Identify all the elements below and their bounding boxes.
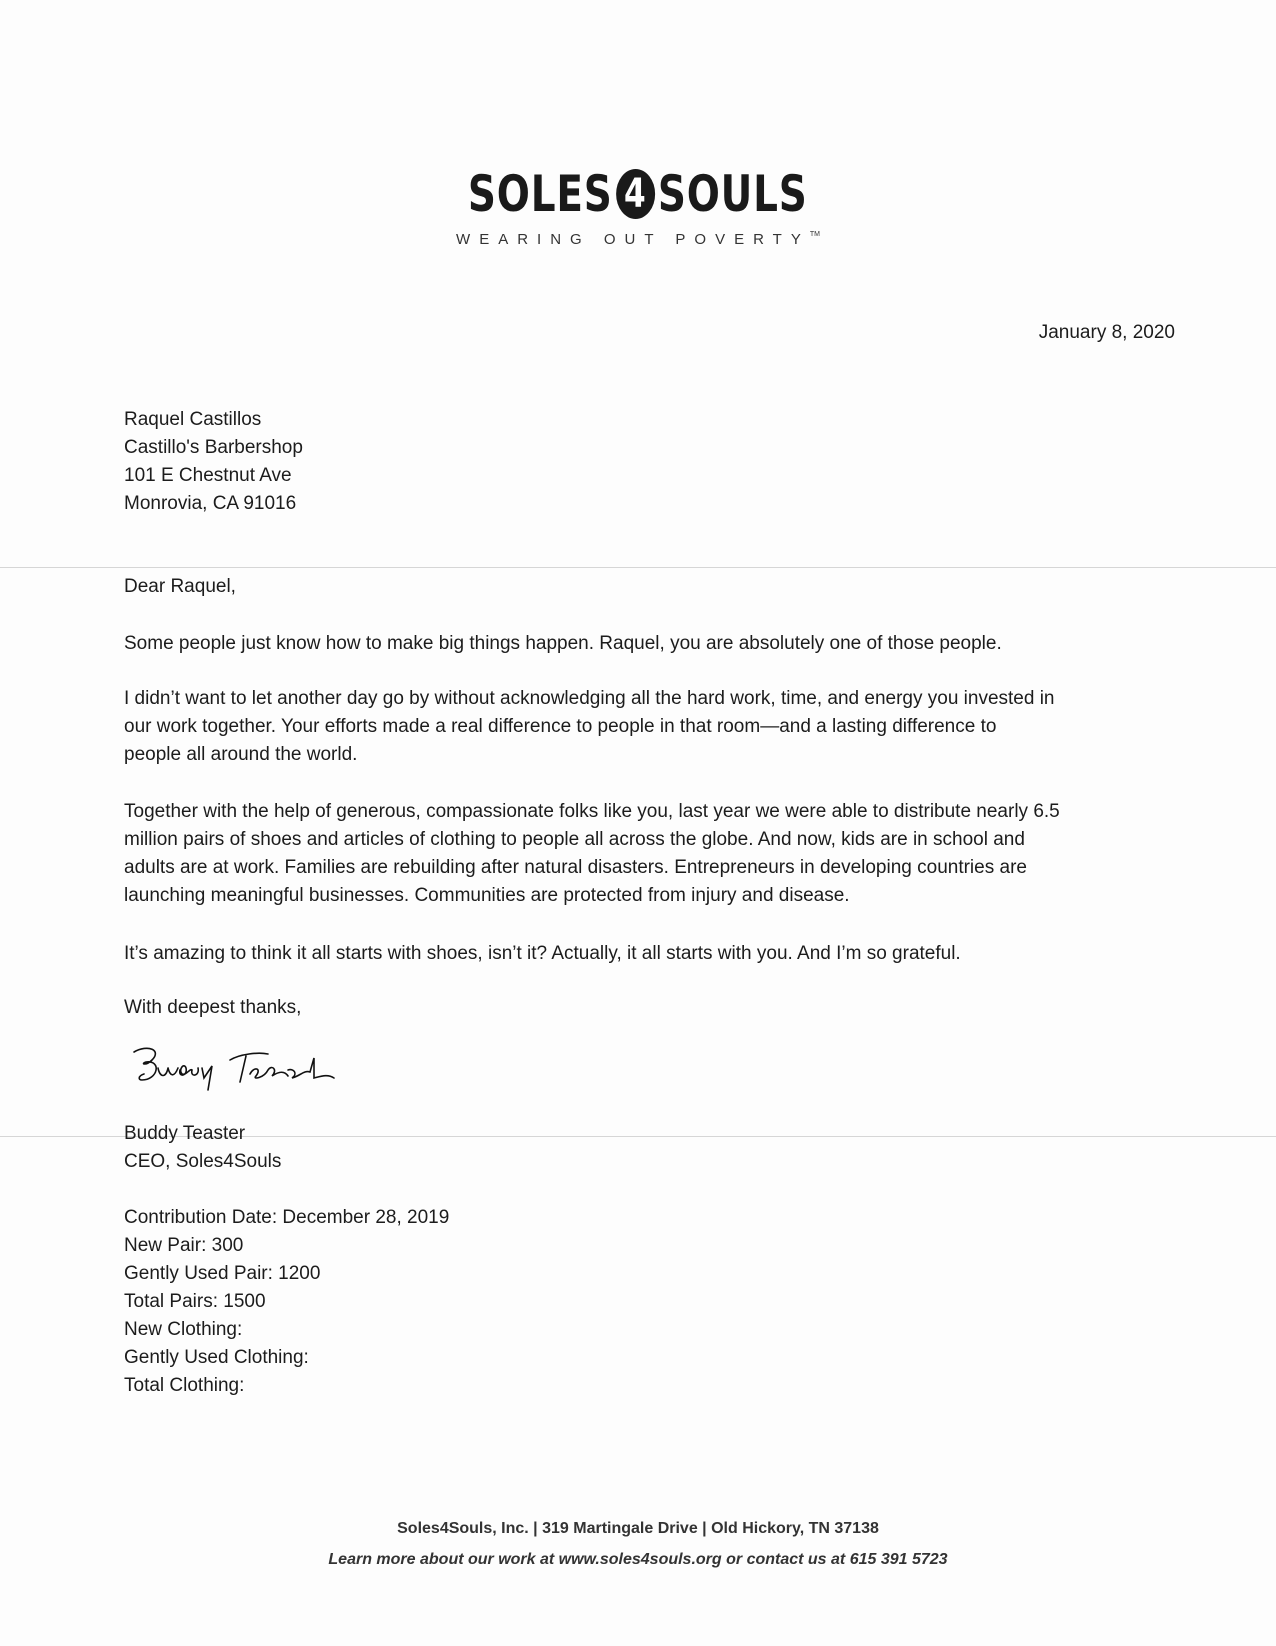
footer-address: Soles4Souls, Inc. | 319 Martingale Drive | Old Hickory, TN 37138 [397, 1520, 879, 1537]
paragraph-4 [124, 940, 961, 968]
paragraph-line: It’s amazing to think it all starts with shoes, isn’t it? Actually, it all starts with you. And I’m so grateful. [124, 943, 961, 964]
logo-text-left: SOLES [468, 165, 613, 223]
recipient-line: Raquel Castillos [124, 409, 262, 430]
total-clothing: Total Clothing: [124, 1375, 245, 1396]
logo-wordmark [468, 165, 808, 223]
gently-used-pair: Gently Used Pair: 1200 [124, 1263, 321, 1284]
tagline-text: WEARING OUT POVERTY [456, 231, 810, 248]
salutation: Dear Raquel, [124, 576, 236, 597]
paragraph-line: million pairs of shoes and articles of clothing to people all across the globe. And now, kids are in school and [124, 829, 1025, 850]
paragraph-line: our work together. Your efforts made a real difference to people in that room—and a lasting difference to [124, 716, 997, 737]
logo-text-right: SOULS [658, 165, 808, 223]
contribution-date: Contribution Date: December 28, 2019 [124, 1207, 450, 1228]
paragraph-line: people all around the world. [124, 744, 358, 765]
contribution-details [124, 1204, 449, 1400]
handwritten-signature [128, 1040, 358, 1100]
recipient-line: 101 E Chestnut Ave [124, 465, 292, 486]
recipient-line: Castillo's Barbershop [124, 437, 303, 458]
gently-used-clothing: Gently Used Clothing: [124, 1347, 309, 1368]
signer-block [124, 1120, 281, 1176]
paragraph-line: Some people just know how to make big things happen. Raquel, you are absolutely one of those people. [124, 633, 1002, 654]
signer-name: Buddy Teaster [124, 1123, 246, 1144]
paragraph-line: Together with the help of generous, compassionate folks like you, last year we were able to distribute nearly 6.5 [124, 801, 1060, 822]
new-pair: New Pair: 300 [124, 1235, 244, 1256]
paragraph-1 [124, 630, 1002, 658]
new-clothing: New Clothing: [124, 1319, 243, 1340]
footer-contact: Learn more about our work at www.soles4souls.org or contact us at 615 391 5723 [328, 1551, 948, 1568]
closing: With deepest thanks, [124, 997, 302, 1018]
logo-tagline [0, 231, 1276, 248]
letterhead-logo [0, 165, 1276, 248]
recipient-line: Monrovia, CA 91016 [124, 493, 297, 514]
letter-date: January 8, 2020 [1038, 322, 1175, 343]
signer-title: CEO, Soles4Souls [124, 1151, 282, 1172]
recipient-address [124, 406, 303, 518]
paragraph-line: adults are at work. Families are rebuilding after natural disasters. Entrepreneurs in developing countries are [124, 857, 1027, 878]
logo-circle-four: 4 [616, 169, 655, 219]
paragraph-2 [124, 685, 1055, 769]
paragraph-line: launching meaningful businesses. Communities are protected from injury and disease. [124, 885, 850, 906]
trademark: TM [809, 231, 820, 238]
total-pairs: Total Pairs: 1500 [124, 1291, 266, 1312]
paragraph-3 [124, 798, 1060, 910]
fold-line [0, 567, 1276, 568]
paragraph-line: I didn’t want to let another day go by without acknowledging all the hard work, time, and energy you invested in [124, 688, 1055, 709]
